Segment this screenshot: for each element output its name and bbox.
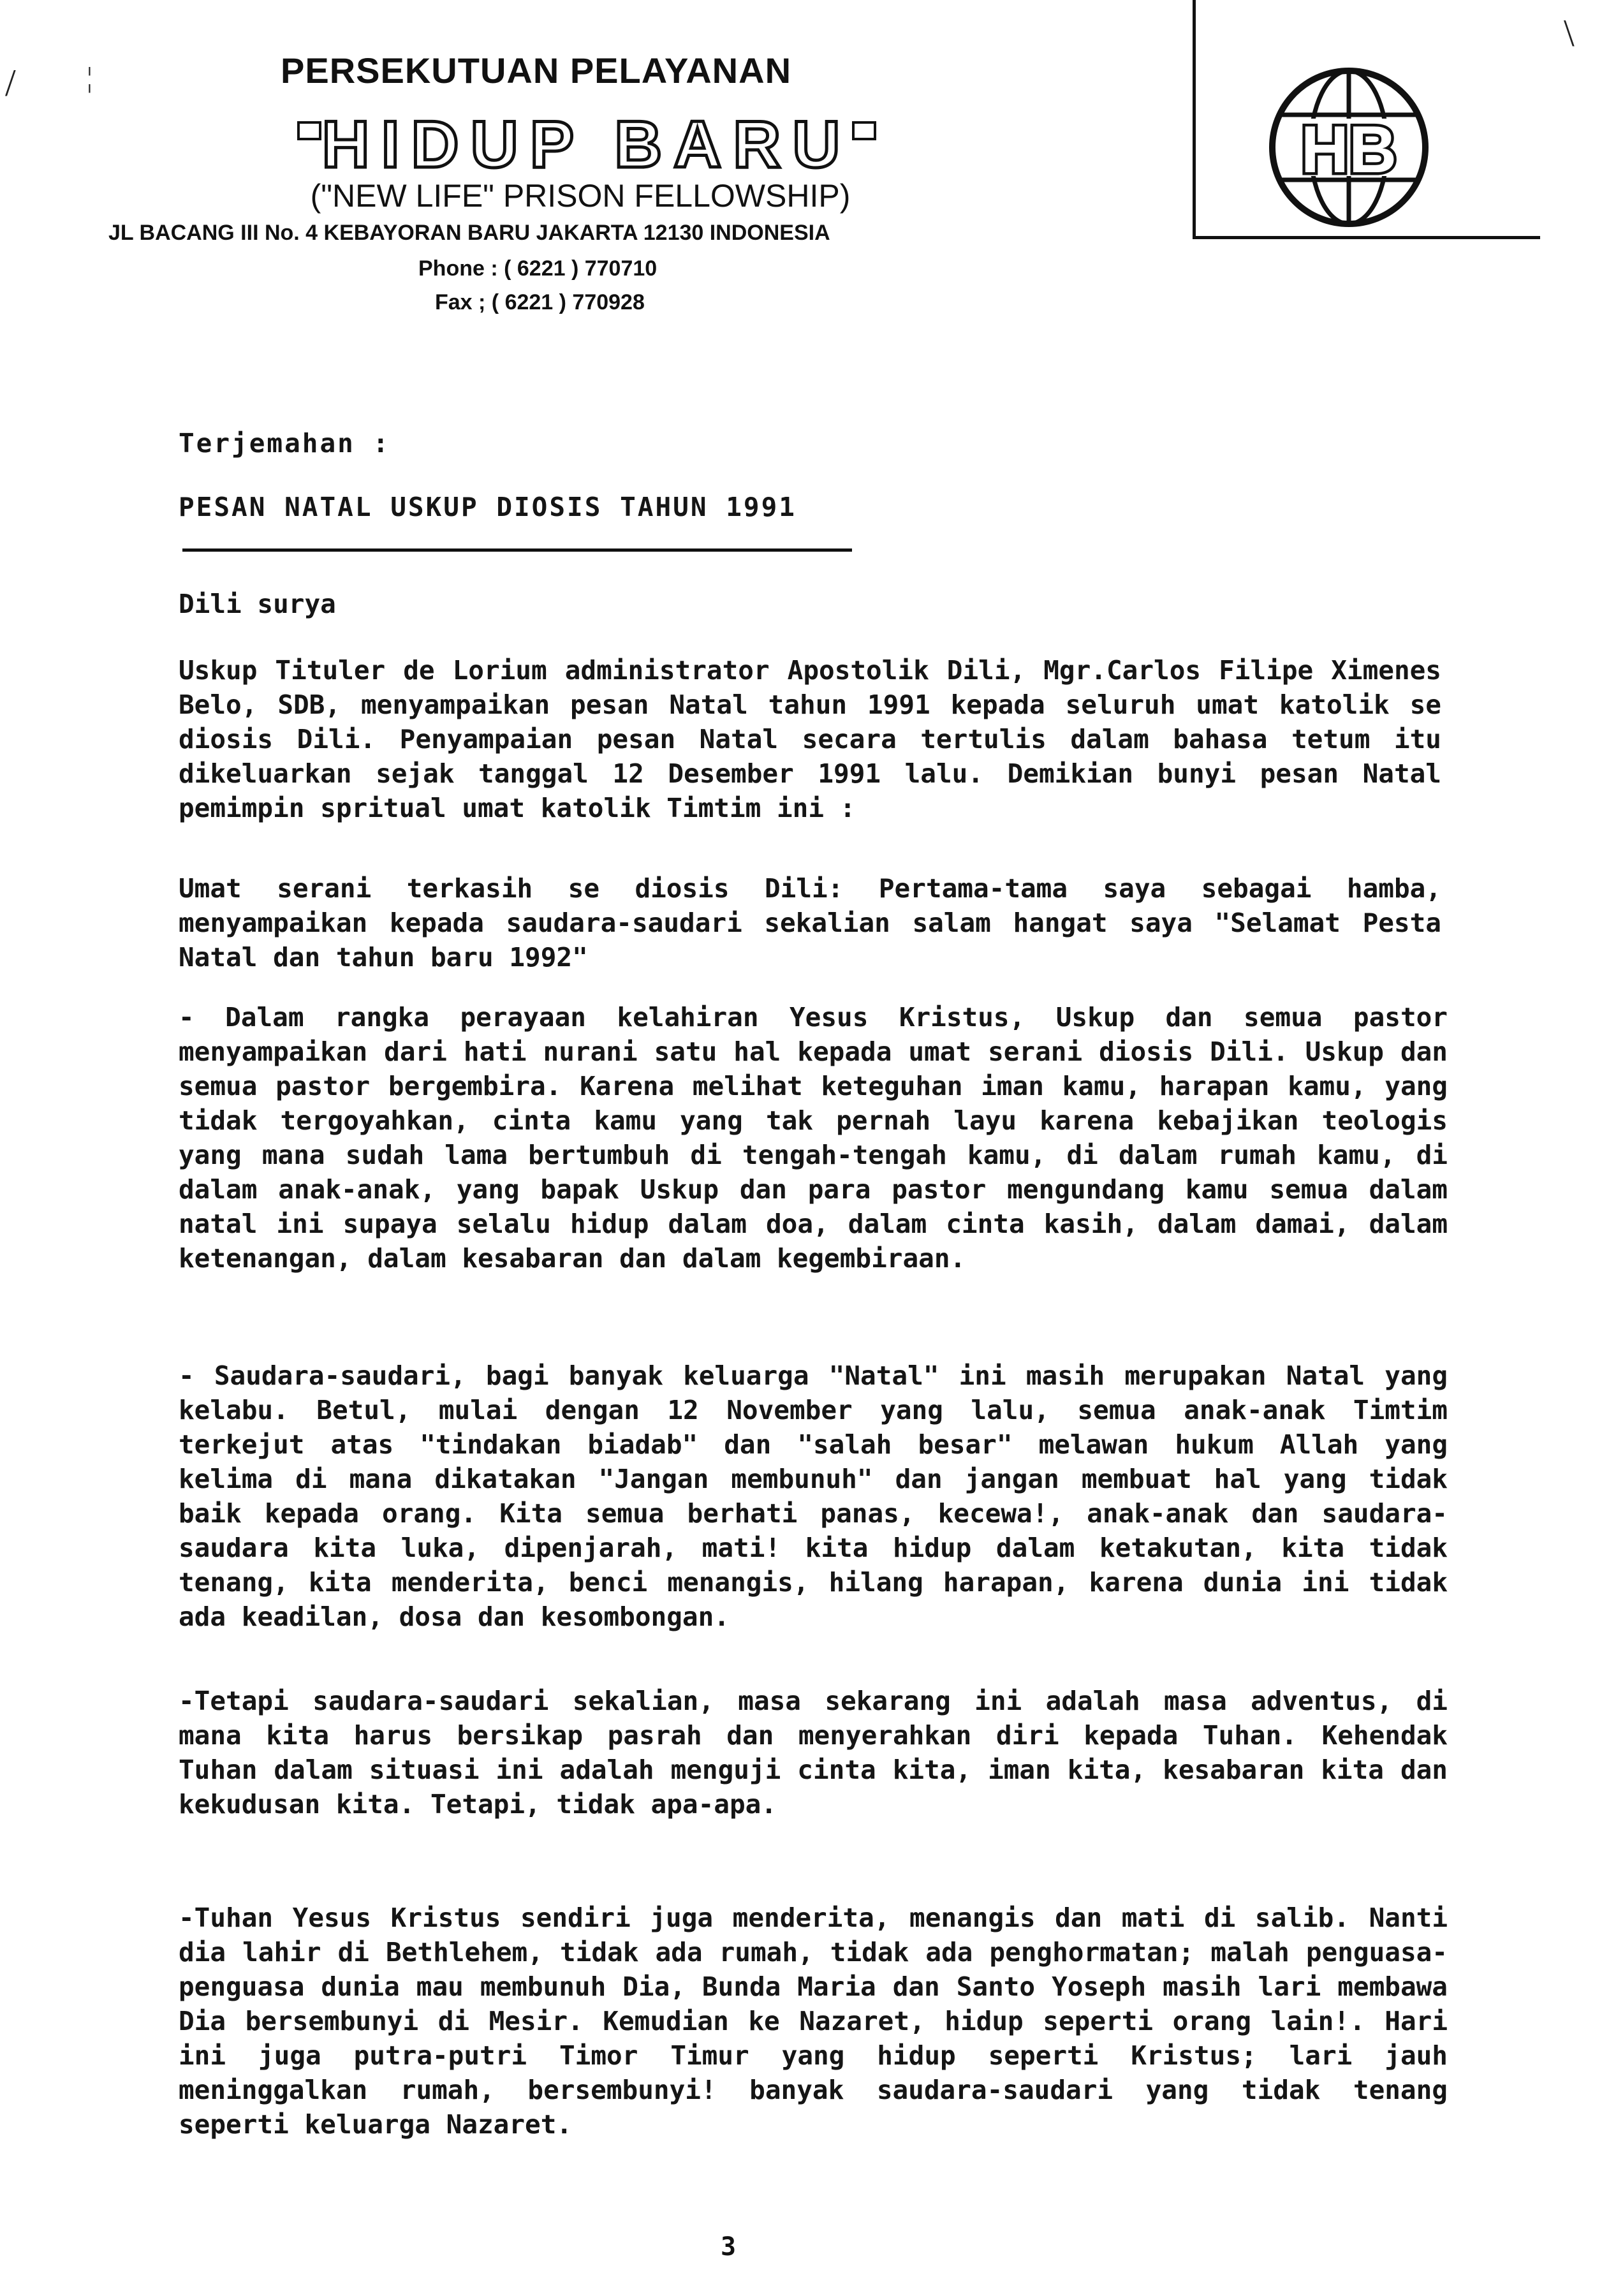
logo-text: HB xyxy=(1300,113,1397,187)
org-name: PERSEKUTUAN PELAYANAN xyxy=(281,50,792,91)
document-title: PESAN NATAL USKUP DIOSIS TAHUN 1991 xyxy=(179,492,797,522)
title-underline xyxy=(182,548,852,552)
paragraph: Umat serani terkasih se diosis Dili: Pertama-tama saya sebagai hamba, menyampaikan kepada saudara-saudari sekalian salam hangat saya "Selamat Pesta Natal dan tahun baru 1992" xyxy=(179,873,1441,973)
scan-mark-left: / xyxy=(5,62,16,104)
hb-globe-logo-icon xyxy=(1265,64,1432,231)
translation-label: Terjemahan : xyxy=(179,428,391,459)
quote-mark-icon xyxy=(297,121,321,140)
scan-mark-right: \ xyxy=(1564,12,1575,54)
org-address: JL BACANG III No. 4 KEBAYORAN BARU JAKARTA 12130 INDONESIA xyxy=(108,221,830,245)
paragraph: - Dalam rangka perayaan kelahiran Yesus Kristus, Uskup dan semua pastor menyampaikan dari hati nurani satu hal kepada umat serani diosis Dili. Uskup dan semua pastor bergembira. Karena melihat keteguhan iman kamu, harapan kamu, yang tidak tergoyahkan, cinta kamu yang tak pernah layu karena kebajikan teologis yang mana sudah lama bertumbuh di tengah-tengah kamu, di dalam rumah kamu, di dalam anak-anak, yang bapak Uskup dan para pastor mengundang kamu semua dalam natal ini supaya selalu hidup dalam doa, dalam cinta kasih, dalam damai, dalam ketenangan, dalam kesabaran dan dalam kegembiraan. xyxy=(179,1002,1448,1274)
org-subtitle xyxy=(281,107,893,183)
paragraph: Uskup Tituler de Lorium administrator Apostolik Dili, Mgr.Carlos Filipe Ximenes Belo, SDB, menyampaikan pesan Natal tahun 1991 kepada seluruh umat katolik se diosis Dili. Penyampaian pesan Natal secara tertulis dalam bahasa tetum itu dikeluarkan sejak tanggal 12 Desember 1991 lalu. Demikian bunyi pesan Natal pemimpin spritual umat katolik Timtim ini : xyxy=(179,655,1441,823)
org-english-name: ("NEW LIFE" PRISON FELLOWSHIP) xyxy=(310,178,851,214)
scan-mark-left-2: ¦ xyxy=(87,62,92,93)
org-subtitle-text: HIDUP BARU xyxy=(321,108,852,182)
page-number: 3 xyxy=(721,2232,737,2262)
paragraph: - Saudara-saudari, bagi banyak keluarga "Natal" ini masih merupakan Natal yang kelabu. Betul, mulai dengan 12 November yang lalu, semua anak-anak Timtim terkejut atas "tindakan biadab" dan "salah besar" melawan hukum Allah yang kelima di mana dikatakan "Jangan membunuh" dan jangan membuat hal yang tidak baik kepada orang. Kita semua berhati panas, kecewa!, anak-anak dan saudara-saudara kita luka, dipenjarah, mati! kita hidup dalam ketakutan, kita tidak tenang, kita menderita, benci menangis, hilang harapan, karena dunia ini tidak ada keadilan, dosa dan kesombongan. xyxy=(179,1360,1448,1632)
org-fax: Fax ; ( 6221 ) 770928 xyxy=(435,290,645,314)
place-line: Dili surya xyxy=(179,589,336,619)
org-phone: Phone : ( 6221 ) 770710 xyxy=(418,256,658,281)
quote-mark-icon xyxy=(852,121,876,140)
paragraph: -Tetapi saudara-saudari sekalian, masa sekarang ini adalah masa adventus, di mana kita harus bersikap pasrah dan menyerahkan diri kepada Tuhan. Kehendak Tuhan dalam situasi ini adalah menguji cinta kita, iman kita, kesabaran kita dan kekudusan kita. Tetapi, tidak apa-apa. xyxy=(179,1686,1448,1820)
paragraph: -Tuhan Yesus Kristus sendiri juga menderita, menangis dan mati di salib. Nanti dia lahir di Bethlehem, tidak ada rumah, tidak ada penghormatan; malah penguasa-penguasa dunia mau membunuh Dia, Bunda Maria dan Santo Yoseph masih lari membawa Dia bersembunyi di Mesir. Kemudian ke Nazaret, hidup seperti orang lain!. Hari ini juga putra-putri Timor Timur yang hidup seperti Kristus; lari jauh meninggalkan rumah, bersembunyi! banyak saudara-saudari yang tidak tenang seperti keluarga Nazaret. xyxy=(179,1902,1448,2140)
